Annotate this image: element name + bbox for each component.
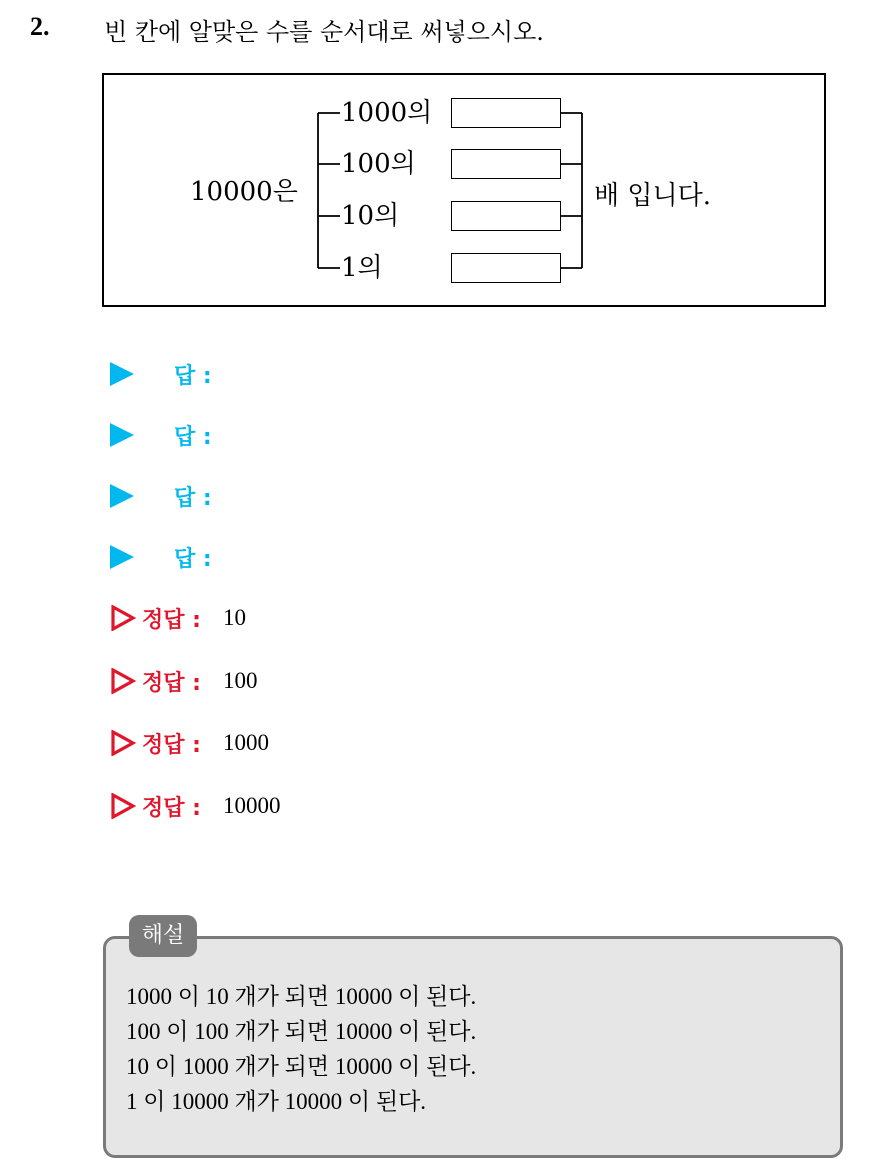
outline-arrow-icon <box>110 793 136 819</box>
correct-label: 정답 : <box>142 607 201 633</box>
correct-answer-row <box>110 601 246 635</box>
answer-blank-3[interactable] <box>451 201 561 231</box>
play-arrow-icon <box>110 545 134 569</box>
answer-label: 답 : <box>174 485 212 511</box>
correct-value: 10 <box>222 605 246 630</box>
diagram-item-10: 10의 <box>341 201 400 231</box>
answer-label: 답 : <box>174 424 212 450</box>
answer-blank-4[interactable] <box>451 253 561 283</box>
explanation-box <box>103 936 843 1158</box>
outline-arrow-icon <box>110 605 136 631</box>
question-number: 2. <box>30 12 50 41</box>
correct-label: 정답 : <box>142 795 201 821</box>
diagram-suffix: 배 입니다. <box>594 181 711 211</box>
correct-value: 100 <box>222 668 258 693</box>
diagram-item-100: 100의 <box>341 149 416 179</box>
outline-arrow-icon <box>110 668 136 694</box>
answer-label: 답 : <box>174 363 212 389</box>
correct-value: 1000 <box>222 730 269 755</box>
answer-row <box>110 540 212 574</box>
play-arrow-icon <box>110 423 134 447</box>
explanation-line: 100 이 100 개가 되면 10000 이 된다. <box>126 1019 477 1044</box>
answer-row <box>110 357 212 391</box>
answer-blank-1[interactable] <box>451 98 561 128</box>
answer-blank-2[interactable] <box>451 149 561 179</box>
explanation-line: 1 이 10000 개가 10000 이 된다. <box>126 1089 427 1114</box>
diagram-subject: 10000은 <box>190 177 298 207</box>
answer-row <box>110 479 212 513</box>
question-text: 빈 칸에 알맞은 수를 순서대로 써넣으시오. <box>104 18 544 46</box>
problem-diagram <box>102 73 826 307</box>
explanation-line: 1000 이 10 개가 되면 10000 이 된다. <box>126 984 477 1009</box>
correct-answer-row <box>110 789 280 823</box>
outline-arrow-icon <box>110 730 136 756</box>
explanation-tag: 해설 <box>129 915 197 957</box>
play-arrow-icon <box>110 484 134 508</box>
answer-row <box>110 418 212 452</box>
answer-label: 답 : <box>174 546 212 572</box>
diagram-item-1000: 1000의 <box>341 98 433 128</box>
explanation-line: 10 이 1000 개가 되면 10000 이 된다. <box>126 1054 477 1079</box>
correct-value: 10000 <box>222 793 281 818</box>
diagram-item-1: 1의 <box>341 253 383 283</box>
correct-answer-row <box>110 726 269 760</box>
correct-label: 정답 : <box>142 670 201 696</box>
play-arrow-icon <box>110 362 134 386</box>
correct-label: 정답 : <box>142 732 201 758</box>
correct-answer-row <box>110 664 257 698</box>
